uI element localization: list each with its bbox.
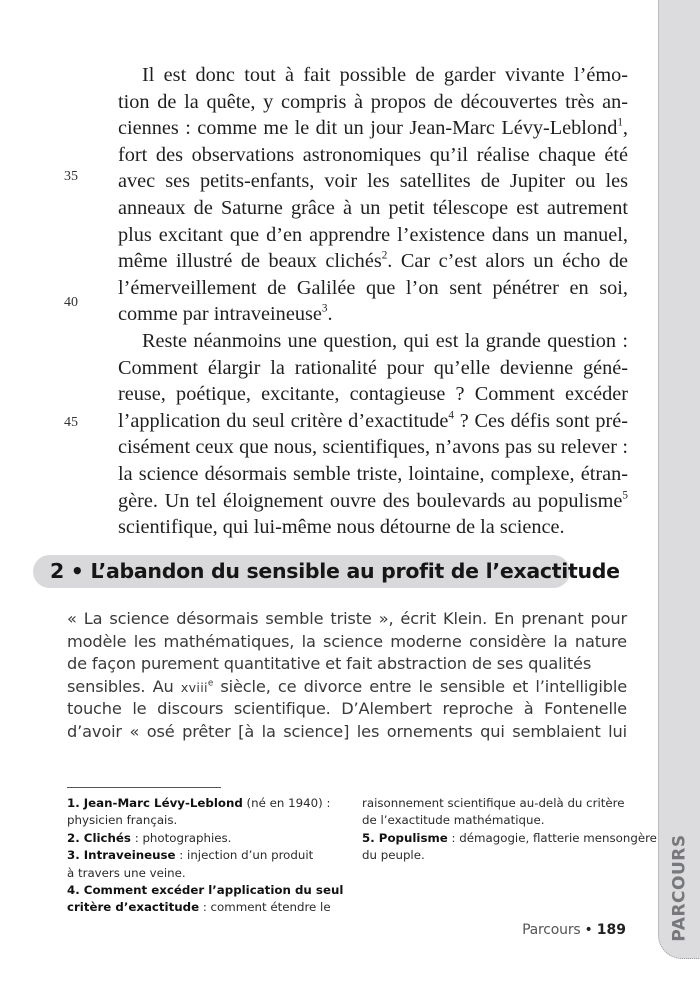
running-footer-label: Parcours <box>522 922 581 938</box>
footnotes-column-2 <box>362 795 657 865</box>
line-number: 40 <box>64 295 78 310</box>
footnote-3 <box>67 847 343 864</box>
line-number: 45 <box>64 415 78 430</box>
footnote-4 <box>67 882 343 899</box>
footnote-term: 1. Jean-Marc Lévy-Leblond <box>67 796 243 810</box>
footnote-term: 2. Clichés <box>67 830 131 845</box>
footnote-5-cont: du peuple. <box>362 848 425 863</box>
text-line: modèle les mathématiques, la science moderne considère la nature <box>67 631 627 651</box>
footnote-ref[interactable]: 4 <box>448 409 454 422</box>
footnote-1-cont: physicien français. <box>67 813 178 828</box>
text-segment: , <box>622 117 628 140</box>
text-line: avec ses petits-enfants, voir les satellites de Jupiter ou les <box>118 170 628 193</box>
footnote-definition: : photographies. <box>130 830 232 845</box>
text-line: l’émerveillement de Galilée que l’on sent pénétrer en soi, <box>118 276 628 299</box>
footnote-term: 3. Intraveineuse <box>67 848 176 863</box>
footnote-ref[interactable]: 1 <box>617 116 623 129</box>
side-tab-text: PARCOURS <box>670 834 690 942</box>
footnote-definition: : démagogie, flatterie mensongère <box>447 830 657 845</box>
footnote-ref[interactable]: 3 <box>321 302 328 315</box>
footnote-definition: : comment étendre le <box>199 900 331 915</box>
footnote-3-cont: à travers une veine. <box>67 865 186 880</box>
footnote-term: critère d’exactitude <box>67 900 200 915</box>
page-footer <box>522 922 626 938</box>
text-line: cisément ceux que nous, scientifiques, n’avons pas su relever : <box>118 436 628 459</box>
footnote-definition: : injection d’un produit <box>175 848 314 863</box>
page-number: 189 <box>596 922 626 938</box>
text-line <box>118 115 628 142</box>
text-line: touche le discours scientifique. D’Alembert reproche à Fontenelle <box>67 699 627 719</box>
main-text <box>118 62 628 541</box>
footnote-separator <box>67 787 221 788</box>
text-line: la science désormais semble triste, lointaine, complexe, étran- <box>118 462 628 485</box>
text-line <box>118 301 628 328</box>
century-suffix: e <box>207 678 214 689</box>
text-line <box>118 408 628 435</box>
text-line: Comment élargir la rationalité pour qu’elle devienne géné- <box>118 356 628 379</box>
side-tab-label <box>660 834 700 942</box>
footnote-4-cont <box>67 899 343 916</box>
footnote-term: 4. Comment excéder l’application du seul <box>67 883 344 898</box>
text-line: fort des observations astronomiques qu’il réalise chaque été <box>118 143 628 166</box>
text-segment: même illustré de beaux clichés <box>118 250 382 273</box>
text-segment: . Car c’est alors un écho de <box>387 250 628 273</box>
century-numeral: xviii <box>180 679 208 695</box>
footnotes-column-1 <box>67 795 343 917</box>
text-segment: . <box>327 303 333 326</box>
section-paragraph <box>67 608 627 744</box>
text-line: « La science désormais semble triste », écrit Klein. En prenant pour <box>67 609 627 628</box>
line-number: 35 <box>64 169 78 184</box>
text-line <box>67 676 627 699</box>
footnote-definition: (né en 1940) : <box>242 796 331 810</box>
text-line: de façon purement quantitative et fait abstraction de ses qualités <box>67 654 592 674</box>
text-line: Reste néanmoins une question, qui est la grande question : <box>142 329 628 352</box>
bullet-separator: • <box>584 922 593 938</box>
footnote-4-cont: raisonnement scientifique au-delà du critère <box>362 796 625 810</box>
footnote-ref[interactable]: 5 <box>622 489 628 502</box>
text-line: plus excitant que d’en apprendre l’existence dans un manuel, <box>118 223 628 246</box>
footnote-5 <box>362 830 657 847</box>
footnote-term: 5. Populisme <box>362 830 448 845</box>
footnote-4-cont: de l’exactitude mathématique. <box>362 813 545 828</box>
text-segment: gère. Un tel éloignement ouvre des boulevards au populisme <box>118 489 623 512</box>
text-line: scientifique, qui lui-même nous détourne de la science. <box>118 516 565 539</box>
text-line <box>118 488 628 515</box>
text-line: anneaux de Saturne grâce à un petit télescope est autrement <box>118 196 628 219</box>
text-line: d’avoir « osé prêter [à la science] les ornements qui semblaient lui <box>67 721 627 741</box>
text-segment: comme par intraveineuse <box>118 303 322 326</box>
text-line: Il est donc tout à fait possible de garder vivante l’émo- <box>142 64 628 86</box>
text-segment: siècle, ce divorce entre le sensible et l’intelligible <box>213 676 628 696</box>
text-segment: l’application du seul critère d’exactitude <box>118 409 449 432</box>
footnote-ref[interactable]: 2 <box>381 249 388 262</box>
text-line: reuse, poétique, excitante, contagieuse ? Comment excéder <box>118 383 628 406</box>
text-segment: ? Ces défis sont pré- <box>453 409 628 432</box>
section-heading: 2 • L’abandon du sensible au profit de l’exactitude <box>50 559 620 583</box>
text-segment: ciennes : comme me le dit un jour Jean-Marc Lévy-Leblond <box>118 117 618 140</box>
text-line: tion de la quête, y compris à propos de découvertes très an- <box>118 90 628 113</box>
text-segment: sensibles. Au <box>67 676 181 696</box>
footnote-1 <box>67 795 343 812</box>
footnote-2 <box>67 830 343 847</box>
side-tab <box>658 0 700 959</box>
text-line <box>118 248 628 275</box>
